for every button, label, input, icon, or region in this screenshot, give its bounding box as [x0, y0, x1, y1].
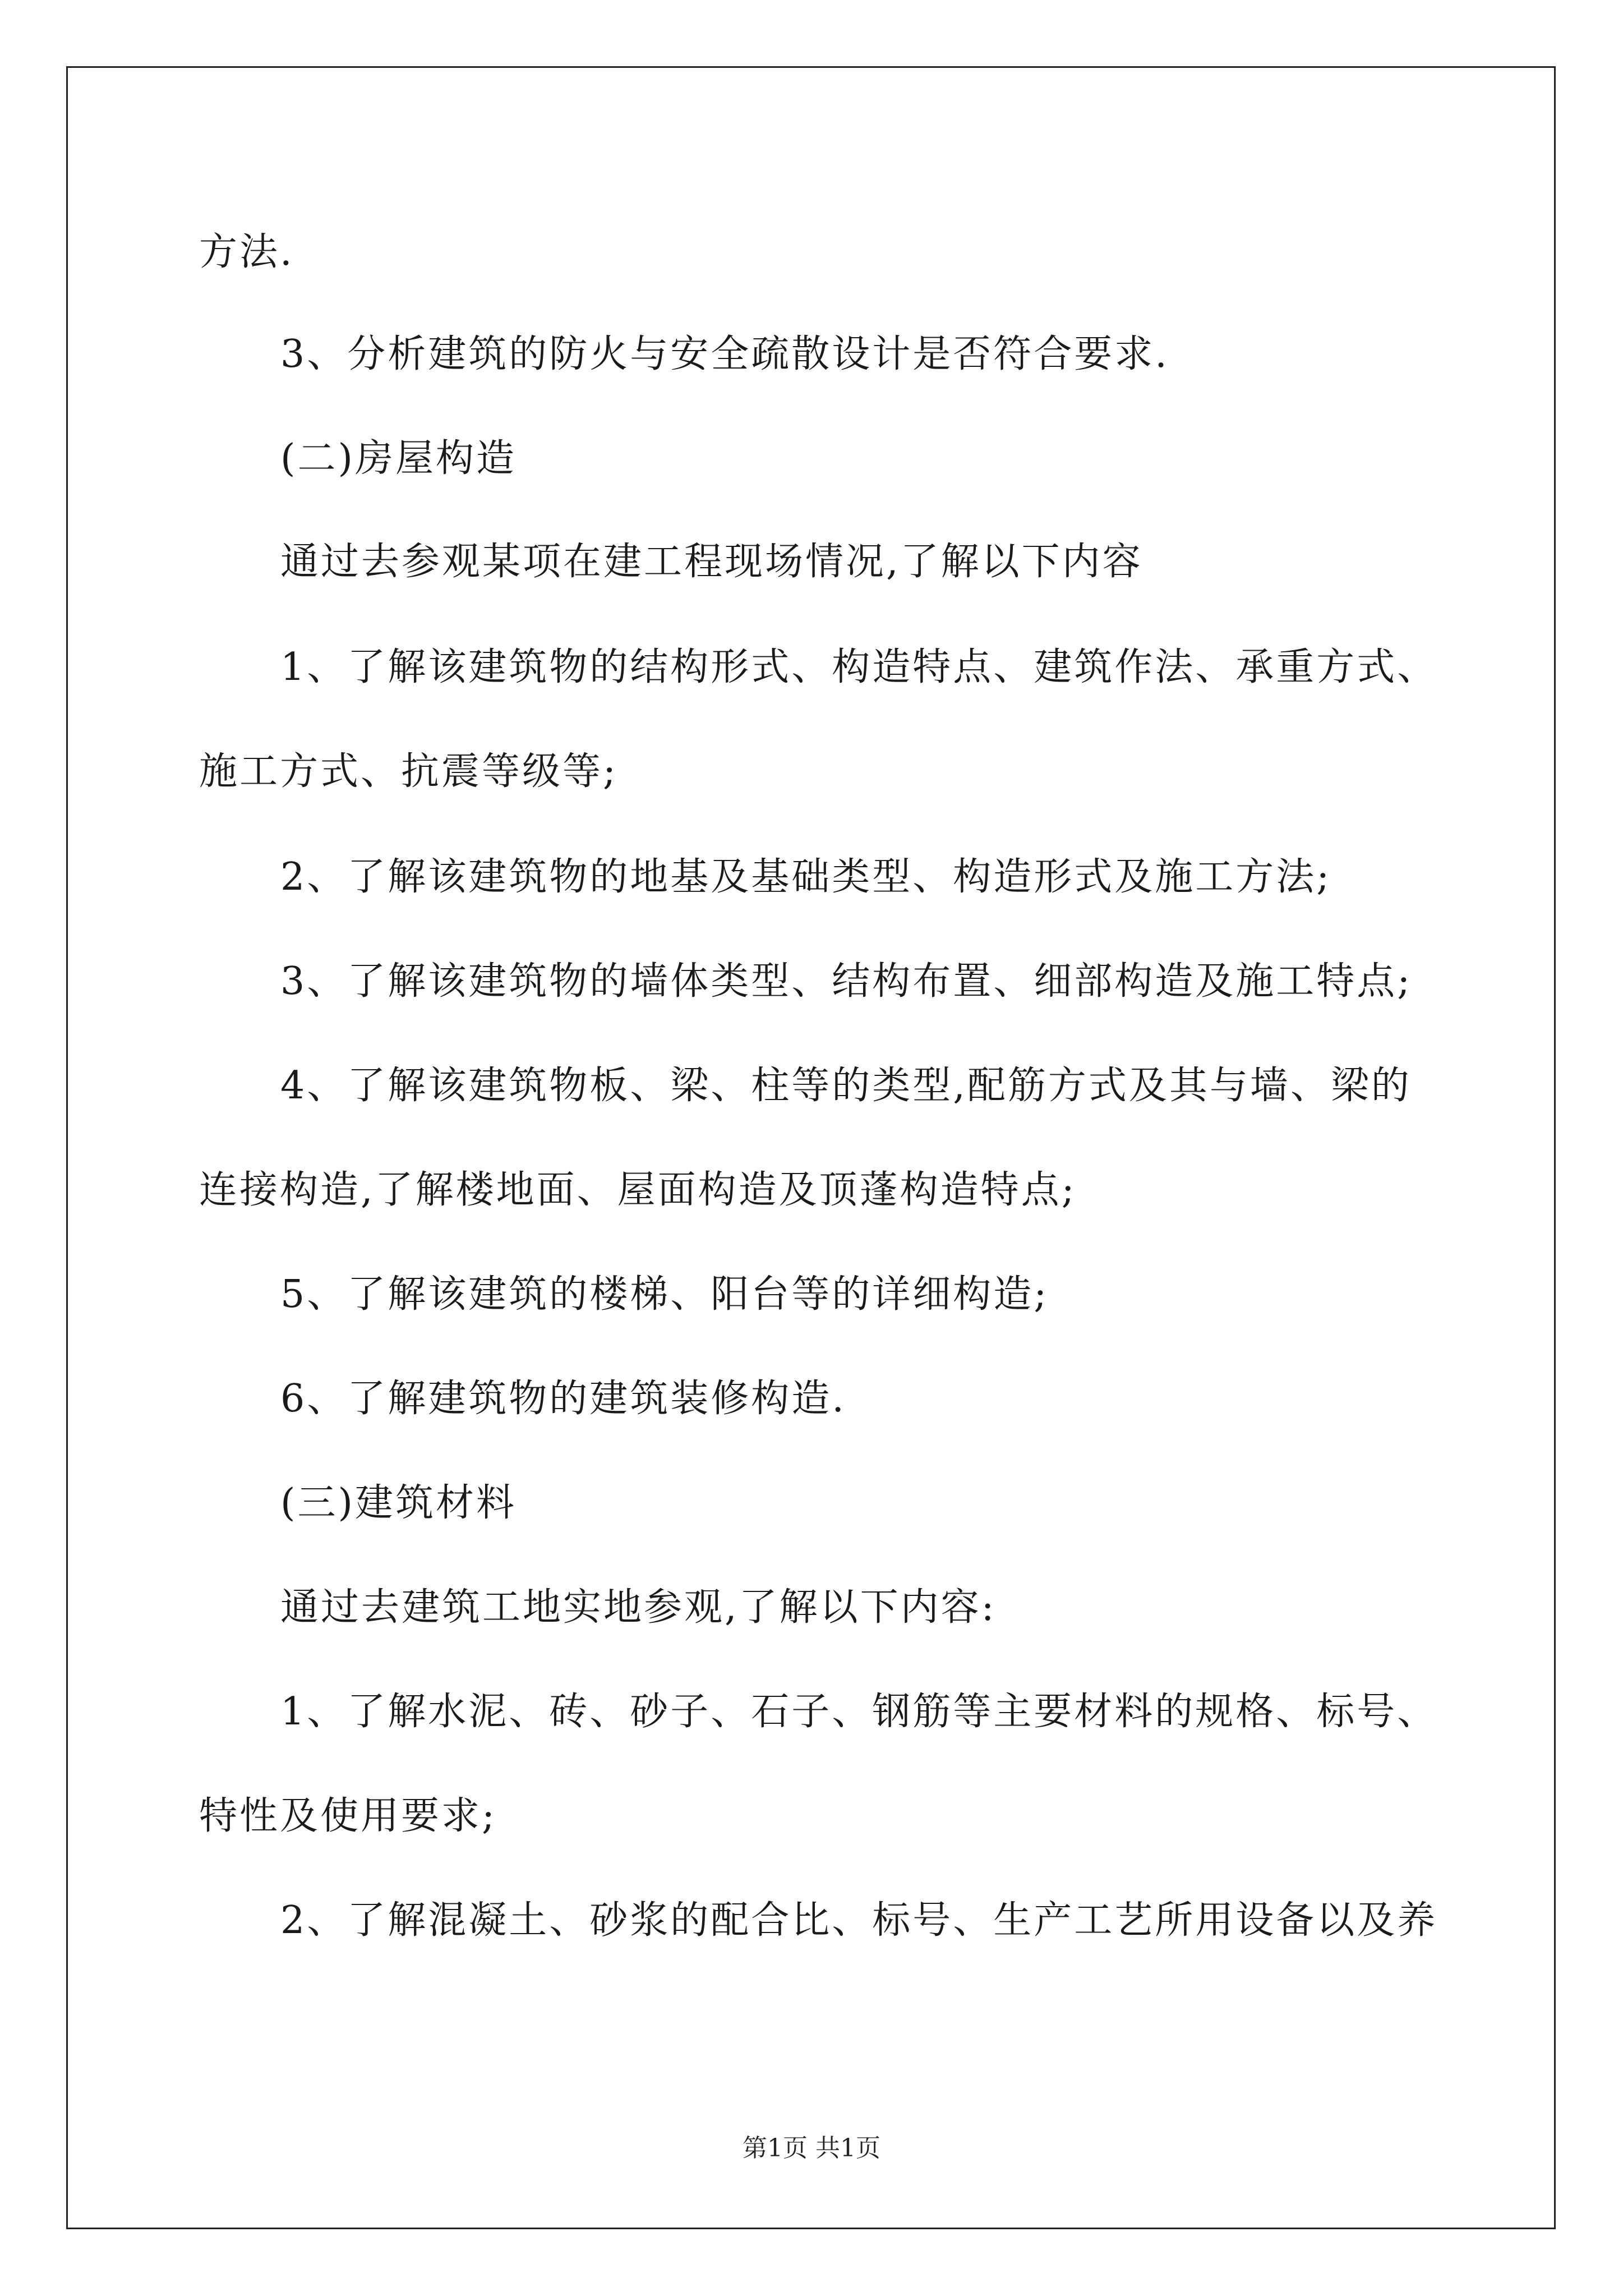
text-line-1: 方法.	[199, 230, 294, 274]
section-heading-building-structure: (二)房屋构造	[280, 436, 517, 481]
text-line-2: 3、分析建筑的防火与安全疏散设计是否符合要求.	[280, 332, 1169, 376]
text-line-9: 4、了解该建筑物板、梁、柱等的类型,配筋方式及其与墙、梁的	[280, 1064, 1412, 1108]
section-heading-building-materials: (三)建筑材料	[280, 1481, 517, 1525]
text-line-17: 2、了解混凝土、砂浆的配合比、标号、生产工艺所用设备以及养	[280, 1898, 1438, 1943]
text-line-4: 通过去参观某项在建工程现场情况,了解以下内容	[280, 540, 1143, 584]
text-line-15: 1、了解水泥、砖、砂子、石子、钢筋等主要材料的规格、标号、	[280, 1690, 1438, 1734]
text-line-5: 1、了解该建筑物的结构形式、构造特点、建筑作法、承重方式、	[280, 645, 1438, 689]
text-line-10: 连接构造,了解楼地面、屋面构造及顶蓬构造特点;	[199, 1168, 1077, 1212]
text-line-8: 3、了解该建筑物的墙体类型、结构布置、细部构造及施工特点;	[280, 959, 1413, 1004]
text-line-7: 2、了解该建筑物的地基及基础类型、构造形式及施工方法;	[280, 855, 1332, 899]
text-line-6: 施工方式、抗震等级等;	[199, 749, 618, 794]
text-line-14: 通过去建筑工地实地参观,了解以下内容:	[280, 1585, 997, 1630]
text-line-11: 5、了解该建筑的楼梯、阳台等的详细构造;	[280, 1272, 1049, 1317]
text-line-12: 6、了解建筑物的建筑装修构造.	[280, 1377, 846, 1421]
page-footer: 第1页 共1页	[743, 2134, 880, 2162]
text-line-16: 特性及使用要求;	[199, 1794, 497, 1838]
